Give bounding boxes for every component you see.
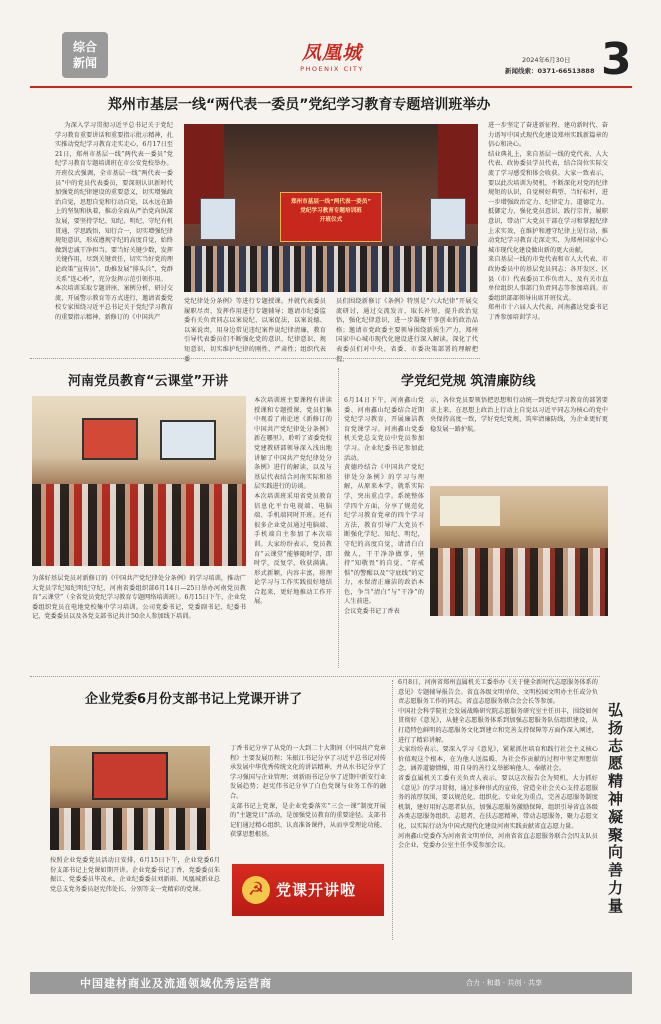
article1-col3: 员们围绕新修订《条例》特别是“六大纪律”开展交流研讨，通过交流发言、取长补短，提升政治觉悟，强化纪律意识，进一步凝聚干事创业的政治品格；邀请市党政委主要领导围绕新质生产力，郑州国家中心城市现代化建设进行深入解读。深化了代表委员们对中央、省委、市委决策部署的理解把握， [336,298,478,363]
article3-col1: 6月14日下午，河南鑫山党委、河南鑫山纪委结合近期党纪学习教育，开展廉洁教育党课学习。河南鑫山党委机关党总支党员中党员参加学习。企业纪委书记参加此活动。 黄德玲结合《中国共产党纪律处分条例》的学习与理解，从原来本学，就系实际学，突出重点学。系统整体学四个方面，分享了规范化纪学习教育党章的四个学习方法，教育引导广大党员不断强化学纪、知纪、明纪，守纪的高度自觉，请清白白做人，干干净净做事，坚持“知敬畏”的自觉、“存戒惧”的警醒以及“守底线”的定力，永保清正廉洁的政治本色，争当“清白”与“干净”的人生前进。 会议党委书记丁香表 [344,397,424,616]
logo [290,38,374,73]
article1-col4: 进一步坚定了奋进新征程、建功新时代、奋力谱写中国式现代化建设郑州实践新篇章的信心和决心。 结业典礼上，来自基层一线的党代表、人大代表、政协委员学员代表，结合岗位实际交流了学习感受和体会收获。大家一致表示，要以此次培训为契机，不断深化对党的纪律规矩的认识，自觉树好典型、当好标杆，进一步增强政治定力、纪律定力、道德定力、抵御定力，强化党员意识、践行宗旨，履职意识，带动广大党员干部在学习和掌握纪律上求实效，在维护和遵守纪律上见行动，推动党纪学习教育走深走实，为郑州国家中心城市现代化建设做出新的更大贡献。 来自基层一线的市党代表和市人大代表、市政协委员中的基层党员同志；各开发区、区县（市）代表委员工作负责人，及有关市直单位组织人事部门负责同志等参加培训。市委组织部部领导出席开班仪式。 郑州市十六届人大代表、河南鑫达党委书记丁香参加培训学习。 [488,122,608,321]
article4-photo [50,746,210,850]
article3-col2: 示，各位党员要领悟把思想和行动统一到党纪学习教育的部署要求上来，在思想上政治上行动上自觉以习近平同志为核心的党中央保持高度一致，学好党纪党规，筑牢清廉防线，为企业更好更稳发展一路护航。 [430,397,608,433]
section-tag-text: 综合 新闻 [72,40,97,70]
article2-col-right: 本次培训班主要课程有讲读授课和专题授课，党员们集中观看了南论述《新修订的中国共产党纪律处分条例》新在哪里》，聆听了省委党校党建教研部领导深入浅出地讲解了中国共产党纪律处分条例》进行的解读，以及与基层代表结合河南实际和基层实践进行的访谈。 本次培训班采用省党员教育信息化平台电视端、电脑端、手机端同时开班。还有很多企业党员通过电脑端、手机端自主参加了本次培训。大家纷纷表示，党员教育“云课堂”能够随时学，即时学，反复学，收获满满。形式新颖，内容丰富，将理论学习与工作实践很好地结合起来，更好地推动工作开展。 [254,397,332,606]
article4-col-right: 丁香书记分享了从党的一大到二十大期间《中国共产党章程》主要发展历程；朱振江书记分享了习近平总书记对传承发展中华优秀传统文化的讲话精神，并从水书记分享了学习强国与企业管理；刘新雨书记分享了近期中新安行业发展趋势；赵宪伟书记分享了白色党课与业务工作的融合。 支部书记上党课，是企业党委落实“三会一课”制度开展的“主题党日”活动，是加强党员教育的重要途径。支部书记们通过精心组织、认真准备课件，从而享受理论功能、获掌思想根基。 [230,745,386,839]
article2-title: 河南党员教育“云课堂”开讲 [68,374,229,389]
party-lecture-banner [232,864,384,916]
divider-4 [392,680,393,940]
party-lecture-banner-text: 党课开讲啦 [276,881,357,899]
article1-col1: 为深入学习贯彻习近平总书记关于党纪学习教育重要讲话和重要指示批示精神，扎实推动党纪学习教育走实走心，6月17日至21日，郑州市基层一线“两代表一委员”党纪学习教育专题培训班在市公安党校举办。 开班仪式强调，全市基层一线“两代表一委员”中的党员代表委员，要深刻认识新时代加强党的纪律建设的重要意义，切实增强政治自觉，思想自觉和行动自觉，以永远在路上的坚韧和执着，推动全面从严治党向纵深发展，要坚持学纪、知纪、明纪、守纪有机贯通，学思践悟，知行合一，切实增强纪律规矩意识，形成遵规守纪的高度自觉，始终做到忠诚干净担当。要当好关键少数，发挥关键作用，尽到关键责任，切实当好党的理论政策“宣传员”，助推发展“排头兵”，党群关系“连心桥”，充分发挥示范引领作用。 本次培训采取专题讲座、案例分析、研讨交流、开展警示教育等方式进行，邀请省委党校专家围绕习近平总书记关于党纪学习教育的重要指示精神、新修订的《中国共产 [55,122,173,321]
footer-slogan: 中国建材商业及流通领域优秀运营商 [80,977,272,990]
logo-en: PHOENIX CITY [300,65,364,73]
stage-banner [280,192,382,242]
article1-col2: 党纪律处分条例》等进行专题授课。并就代表委员履职尽责、发挥作用进行专题辅导；邀请市纪委监委有关负责同志以案说纪、以案促法，以案说德、以案说责，用身边常见违纪案件说纪律清廉，教育引导代表委员们不断强化党的意识、纪律意识，规矩意识，切实维护纪律的刚性、严肃性；组织代表委 [184,298,326,363]
lecture-screen [92,752,168,800]
classroom-screen [82,418,138,460]
divider-1 [30,358,480,359]
article1-photo [184,124,478,292]
section-tag [62,32,108,78]
divider-3 [30,676,600,677]
article2-photo [32,396,246,566]
divider-2 [338,368,339,668]
article1-title: 郑州市基层一线“两代表一委员”党纪学习教育专题培训班举办 [108,97,491,113]
party-emblem-icon: ☭ [242,876,270,904]
article4-title: 企业党委6月份支部书记上党课开讲了 [85,692,303,707]
classroom-screen-2 [160,420,216,460]
classroom-attendees [32,484,246,566]
logo-cn: 凤凰城 [301,42,362,64]
issue-date: 2024年6月30日 [522,56,571,64]
stage-banner-text: 郑州市基层一线“两代表一委员” 党纪学习教育专题培训班 开班仪式 [290,199,372,223]
masthead-rule [30,86,632,88]
article5-title: 弘扬志愿精神 凝聚向善力量 [608,701,624,915]
page-number: 3 [601,34,632,85]
article2-col-left: 为落好基层党员对新修订的《中国共产党纪律处分条例》的学习培训，推动广大党员学纪知纪明纪守纪，河南省委组织部6月14日—25日举办河南党员教育“云课堂”（全省党员党纪学习教育专题网络培训班）。6月15日下午，企业党委组织党员在电地党校集中学习培训。公司党委书记，党委副书记、纪委书记，党委委员以及各党支部书记共计50余人参加线下培训。 [32,575,246,621]
stage-screen-left [200,198,236,240]
article3-title: 学党纪党规 筑清廉防线 [401,374,536,389]
news-hotline: 新闻线索：0371-66513888 [505,67,595,75]
article4-col-left: 按照企业党委党员活动日安排，6月15日下午，企业党委6月份支部书记上党课如期开讲。企业党委书记丁香、党委委员朱振江、党委委员毕茂永，企业纪委委员刘新雨、凤凰城新业总党总支党务委员赵宪伟处长、分别等支一党精彩的党课。 [50,857,220,893]
stage-screen-right [430,198,466,240]
article5-body: 6月8日，河南省郑州直属机关工委举办《关于健全新时代志愿服务体系的意见》专题辅导报告会。省直各级文明单位、文明校园文明办主任或分负责志愿服务工作的同志，省直志愿服务联合会会长等参加。 中国社会科学院社会发展战略研究院志愿服务研究室主任田丰，围绕如何贯彻好《意见》，从健全志愿服务体系到加强志愿服务队伍组织建设，从打造特色鲜明的志愿服务文化到建立和完善支持保障等方面作深入阐述，进行了精彩讲解。 大家纷纷表示，要深入学习《意见》，紧紧抓住培育和践行社会主义核心价值观这个根本，在为他人送温暖、为社会作贡献的过程中坚定理想信念，涵养道德情操，用自身的善行义举影响他人、奉献社会。 省委直属机关工委有关负责人表示，要以这次报告会为契机，大力抓好《意见》的学习贯彻，通过多种形式的宣传，营造全社会关心支持志愿服务的浓厚氛围，要以规范化、组织化、专业化为重点，完善志愿服务制度机制，建好用好志愿者队伍，加强志愿服务激励保障，组织引导省直各级各类志愿服务组织、志愿者，在扶志愿精神，带动志愿服务，聚力志愿文化，以实际行动为中国式现代化建设河南实践贡献省直志愿力量。 河南鑫山党委作为河南省文明单位，河南省省直志愿服务联合会四支队员会企业，党委办公室主任李爱参加会议。 [398,679,598,850]
meeting-window [440,496,500,526]
lecture-attendees [50,808,210,850]
meeting-attendees [430,548,608,616]
audience [184,246,478,292]
article3-photo [430,486,608,616]
footer-motto: 合力 · 和谐 · 共创 · 共享 [466,979,543,987]
